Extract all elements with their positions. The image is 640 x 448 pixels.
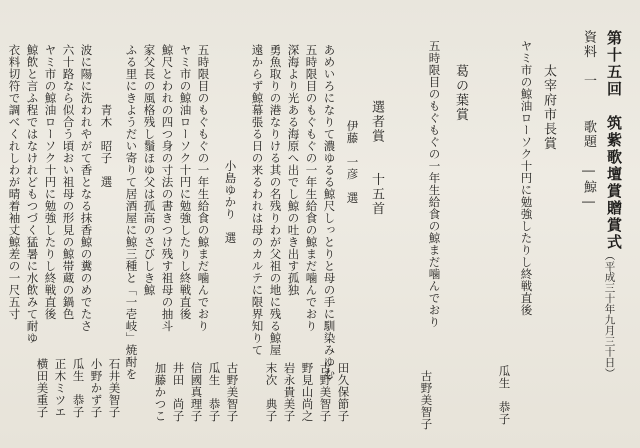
s3-author-2: 小野かず子 [89, 358, 104, 418]
award2-author: 古野美智子 [419, 370, 434, 430]
award1-name: 太宰府市長賞 [541, 64, 556, 151]
s2-author-3: 信國真理子 [189, 362, 204, 422]
s1-poem-2: 五時限目のもぐもぐの一年生給食の鯨まだ噛んでおり [304, 44, 319, 332]
s3-poem-1: 波に陽に洗われやがて香となる抹香鯨の糞のめでたさ [79, 44, 94, 332]
selector2-name: 小島ゆかり 選 [223, 160, 238, 244]
event-number: 第十五回 [605, 30, 623, 98]
s3-author-1: 石井美智子 [107, 358, 122, 418]
s2-poem-2: ヤミ市の鯨油ローソク十円に勉強したりし終戦直後 [178, 44, 193, 320]
s3-poem-3: ヤミ市の鯨油ローソク十円に勉強したりし終戦直後 [43, 44, 58, 320]
s1-author-3: 野見山尚之 [300, 362, 315, 422]
s2-poem-5: ふる里にきようだい寄りて居酒屋に鯨三種と「一壱岐」焼酎を [124, 44, 139, 380]
s3-poem-5: 衣料切符で調べくれしわが晴着袖丈鯨差の一尺五寸 [7, 44, 22, 320]
s1-author-5: 末次 典子 [264, 362, 279, 422]
s1-poem-3: 深海より光ある海原へ出でし鯨の吐き出す孤独 [286, 44, 301, 296]
s1-poem-5: 遠からず鯨幕張る日の来るわれは母のカルテに限界知りて [250, 44, 265, 356]
s2-poem-1: 五時限目のもぐもぐの一年生給食の鯨まだ噛んでおり [196, 44, 211, 332]
s2-author-5: 加藤かつこ [153, 362, 168, 422]
s1-poem-1: あめいろになりて濃ゆるる鯨尺しっとりと母の手に馴染みゆむ [322, 44, 337, 380]
s1-author-4: 岩永貴美子 [282, 362, 297, 422]
event-title: 筑紫歌壇賞贈賞式 [605, 115, 623, 251]
selector1-name: 伊藤 一彦 選 [345, 120, 360, 204]
s3-poem-4: 鯨飲と言ふ程ではなけれどもつづく猛暑に水飲みて耐ゆ [25, 44, 40, 344]
s3-author-4: 正木ミツエ [53, 358, 68, 418]
s3-poem-2: 六十路なら似合う頃おい祖母の形見の鯨帯蔵の鍋色 [61, 44, 76, 320]
s1-author-2: 古野美智子 [318, 362, 333, 422]
s1-poem-4: 勇魚取りの港なりける其の名残りわが父祖の地に残る鯨屋 [268, 44, 283, 356]
material-label: 資料 一 [581, 30, 596, 88]
s2-poem-3: 鯨尺とわれの四つ身の寸法の書きつけ残す祖母の抽斗 [160, 44, 175, 332]
s3-author-3: 瓜生 恭子 [71, 358, 86, 418]
s2-author-2: 瓜生 恭子 [207, 362, 222, 422]
award2-name: 葛の葉賞 [453, 64, 468, 122]
s1-author-1: 田久保節子 [336, 362, 351, 422]
selector3-name: 青木 昭子 選 [99, 104, 114, 188]
s2-author-1: 古野美智子 [225, 362, 240, 422]
award2-poem: 五時限目のもぐもぐの一年生給食の鯨まだ噛んでおり [427, 40, 442, 328]
s2-poem-4: 家父長の風格残し鬚ほゆ父は孤高のさびしき鯨 [142, 44, 157, 296]
award1-poem: ヤミ市の鯨油ローソク十円に勉強したりし終戦直後 [519, 40, 534, 316]
s2-author-4: 井田 尚子 [171, 362, 186, 422]
s3-author-5: 横田美重子 [35, 358, 50, 418]
event-date: （平成三十年九月三十日） [603, 250, 616, 379]
selectors-heading: 選者賞 十五首 [369, 100, 384, 216]
award1-author: 瓜生 恭子 [497, 365, 512, 425]
topic-label: 歌題 ―鯨― [581, 120, 596, 211]
